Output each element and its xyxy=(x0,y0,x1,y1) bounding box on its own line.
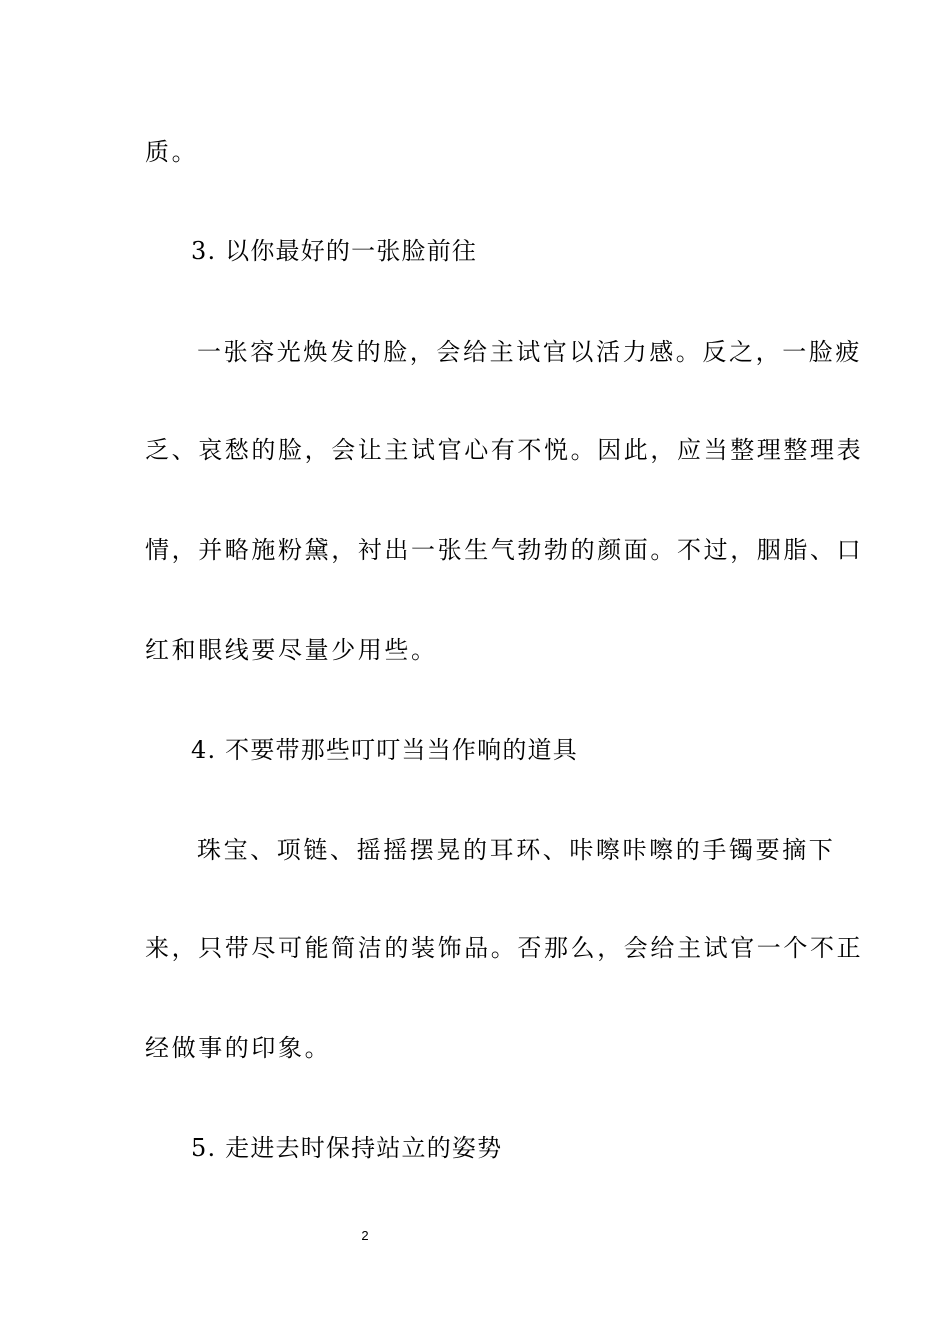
paragraph-line: 经做事的印象。 xyxy=(145,1034,332,1062)
paragraph-line: 一张容光焕发的脸，会给主试官以活力感。反之，一脸疲 xyxy=(197,338,862,366)
paragraph-line: 红和眼线要尽量少用些。 xyxy=(145,636,438,664)
paragraph-line: 来，只带尽可能简洁的装饰品。否那么，会给主试官一个不正 xyxy=(145,934,864,962)
paragraph-line: 情，并略施粉黛，衬出一张生气勃勃的颜面。不过，胭脂、口 xyxy=(145,536,864,564)
paragraph-line: 珠宝、项链、摇摇摆晃的耳环、咔嚓咔嚓的手镯要摘下 xyxy=(197,836,836,864)
section-heading-5: 5. 走进去时保持站立的姿势 xyxy=(191,1134,503,1162)
page-number: 2 xyxy=(361,1228,369,1243)
section-heading-3: 3. 以你最好的一张脸前往 xyxy=(191,237,478,265)
section-heading-4: 4. 不要带那些叮叮当当作响的道具 xyxy=(191,736,578,764)
paragraph-line: 乏、哀愁的脸，会让主试官心有不悦。因此，应当整理整理表 xyxy=(145,436,864,464)
paragraph-end-line: 质。 xyxy=(145,138,199,166)
